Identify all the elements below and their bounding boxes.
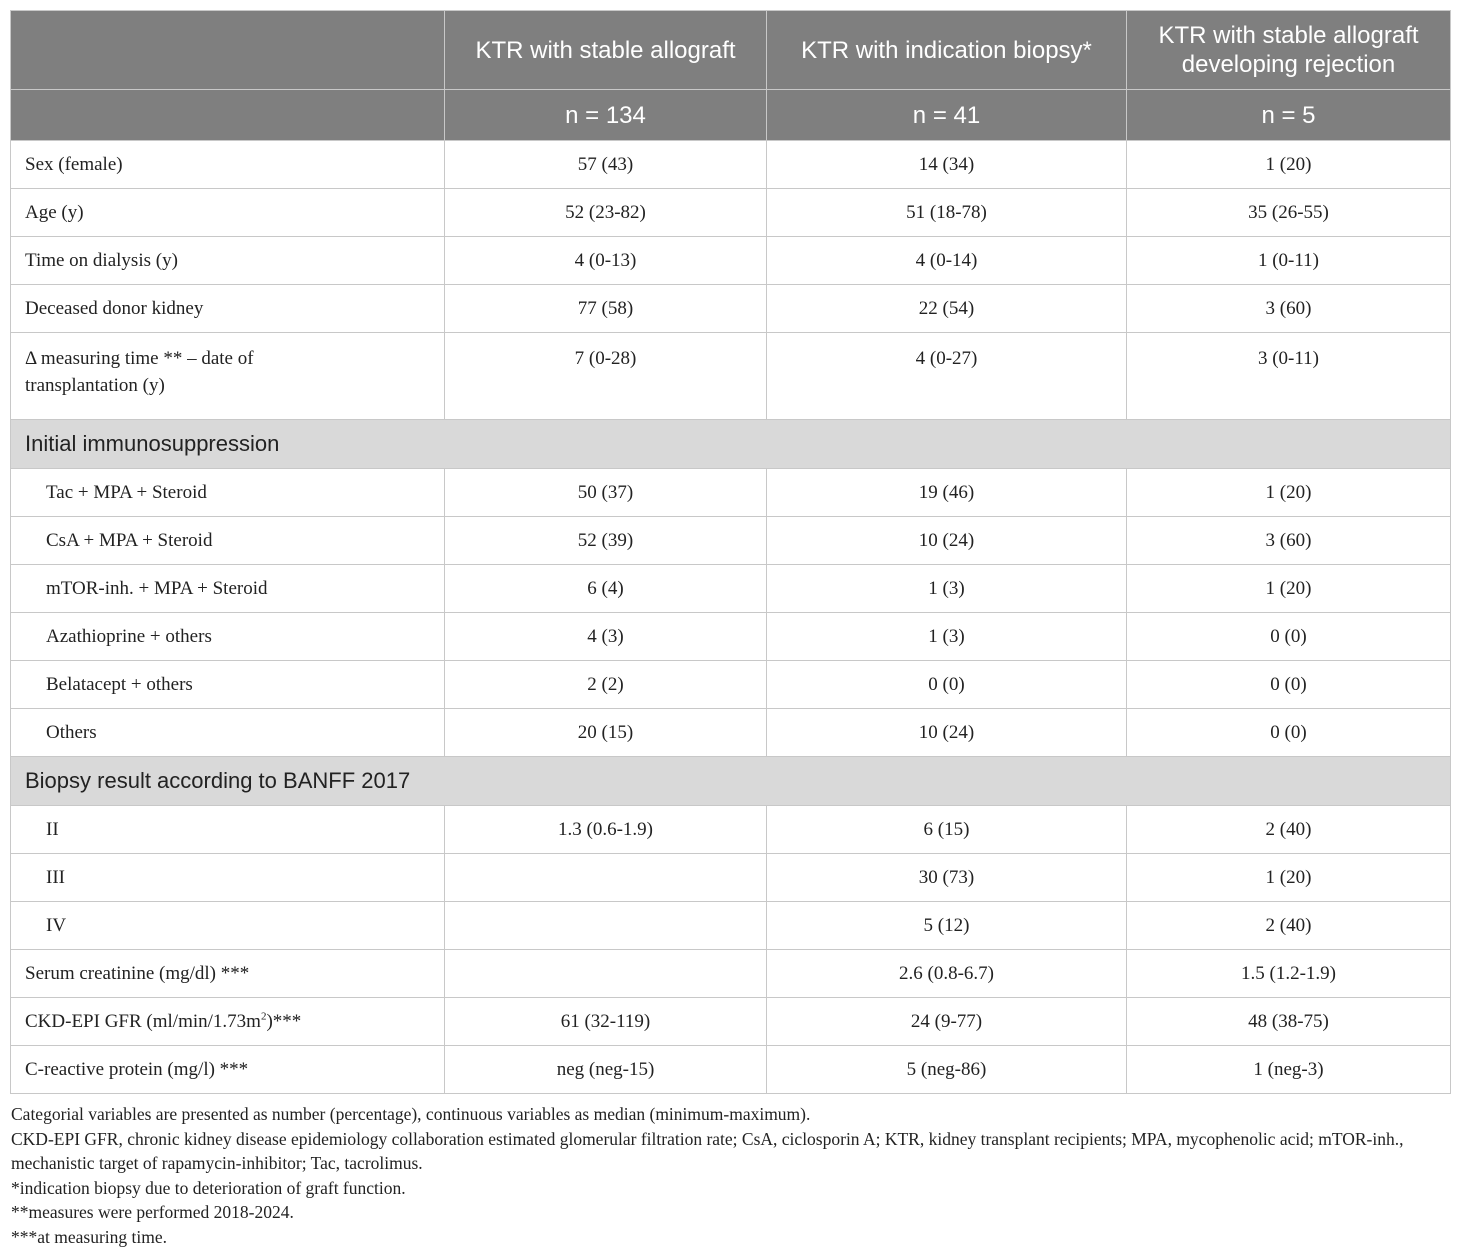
table-row [11,950,1451,998]
cell-value: 1 (20) [1127,469,1451,517]
row-label [11,998,445,1046]
table-row [11,189,1451,237]
row-label: Age (y) [11,189,445,237]
cell-value: 61 (32-119) [445,998,767,1046]
cell-value: neg (neg-15) [445,1046,767,1094]
cell-value: 52 (23-82) [445,189,767,237]
row-label: C-reactive protein (mg/l) *** [11,1046,445,1094]
table-row [11,806,1451,854]
row-label: Others [11,709,445,757]
cell-value: 2 (40) [1127,806,1451,854]
cell-value: 24 (9-77) [767,998,1127,1046]
footnote: ***at measuring time. [10,1225,1450,1249]
cell-value: 0 (0) [1127,661,1451,709]
cell-value: 1 (20) [1127,854,1451,902]
table-row [11,285,1451,333]
cell-value: 1 (3) [767,565,1127,613]
n-empty-cell [11,90,445,141]
patient-characteristics-table [10,10,1451,1094]
cell-value [445,854,767,902]
cell-value: 3 (0-11) [1127,333,1451,420]
footnote: CKD-EPI GFR, chronic kidney disease epidemiology collaboration estimated glomerular filtration rate; CsA, ciclosporin A; KTR, kidney transplant recipients; MPA, mycophenolic acid; mTOR-inh., mechanistic target of rapamycin-inhibitor; Tac, tacrolimus. [10,1127,1450,1176]
table-row [11,141,1451,189]
n-stable-allograft: n = 134 [445,90,767,141]
table-row [11,333,1451,420]
cell-value: 57 (43) [445,141,767,189]
header-indication-biopsy: KTR with indication biopsy* [767,11,1127,90]
row-label: Time on dialysis (y) [11,237,445,285]
cell-value: 10 (24) [767,709,1127,757]
section-row [11,757,1451,806]
cell-value: 2 (2) [445,661,767,709]
row-label: Sex (female) [11,141,445,189]
section-biopsy-result: Biopsy result according to BANFF 2017 [11,757,1451,806]
gfr-label-suffix: )*** [266,1011,301,1032]
cell-value: 1 (20) [1127,141,1451,189]
cell-value: 7 (0-28) [445,333,767,420]
gfr-label-superscript: 2 [261,1010,267,1022]
n-indication-biopsy: n = 41 [767,90,1127,141]
cell-value: 6 (4) [445,565,767,613]
row-label: III [11,854,445,902]
section-initial-immunosuppression: Initial immunosuppression [11,420,1451,469]
footnote: **measures were performed 2018-2024. [10,1200,1450,1225]
cell-value: 4 (0-13) [445,237,767,285]
row-label: Deceased donor kidney [11,285,445,333]
cell-value: 0 (0) [1127,709,1451,757]
cell-value: 4 (0-27) [767,333,1127,420]
cell-value: 1.5 (1.2-1.9) [1127,950,1451,998]
cell-value: 77 (58) [445,285,767,333]
gfr-label-text: CKD-EPI GFR (ml/min/1.73m [25,1011,261,1032]
cell-value [445,950,767,998]
footnote: *indication biopsy due to deterioration of graft function. [10,1176,1450,1201]
cell-value: 19 (46) [767,469,1127,517]
cell-value: 4 (0-14) [767,237,1127,285]
cell-value: 1.3 (0.6-1.9) [445,806,767,854]
cell-value: 50 (37) [445,469,767,517]
table-row [11,902,1451,950]
table-footnotes [10,1102,1450,1249]
table-row [11,237,1451,285]
section-row [11,420,1451,469]
cell-value [445,902,767,950]
cell-value: 35 (26-55) [1127,189,1451,237]
cell-value: 30 (73) [767,854,1127,902]
row-label: Azathioprine + others [11,613,445,661]
cell-value: 3 (60) [1127,517,1451,565]
header-stable-allograft: KTR with stable allograft [445,11,767,90]
cell-value: 0 (0) [767,661,1127,709]
n-row [11,90,1451,141]
footnote: Categorial variables are presented as number (percentage), continuous variables as median (minimum-maximum). [10,1102,1450,1127]
header-developing-rejection: KTR with stable allograft developing rejection [1127,11,1451,90]
row-label: CsA + MPA + Steroid [11,517,445,565]
cell-value: 1 (20) [1127,565,1451,613]
cell-value: 51 (18-78) [767,189,1127,237]
table-row [11,517,1451,565]
cell-value: 5 (neg-86) [767,1046,1127,1094]
n-developing-rejection: n = 5 [1127,90,1451,141]
row-label: Tac + MPA + Steroid [11,469,445,517]
cell-value: 3 (60) [1127,285,1451,333]
table-row [11,613,1451,661]
cell-value: 20 (15) [445,709,767,757]
row-label: II [11,806,445,854]
cell-value: 2 (40) [1127,902,1451,950]
cell-value: 1 (3) [767,613,1127,661]
cell-value: 52 (39) [445,517,767,565]
cell-value: 0 (0) [1127,613,1451,661]
header-row [11,11,1451,90]
cell-value: 4 (3) [445,613,767,661]
row-label: Belatacept + others [11,661,445,709]
cell-value: 6 (15) [767,806,1127,854]
cell-value: 48 (38-75) [1127,998,1451,1046]
row-label: IV [11,902,445,950]
cell-value: 10 (24) [767,517,1127,565]
cell-value: 14 (34) [767,141,1127,189]
cell-value: 2.6 (0.8-6.7) [767,950,1127,998]
row-label: Serum creatinine (mg/dl) *** [11,950,445,998]
table-row [11,565,1451,613]
table-row [11,469,1451,517]
table-row [11,854,1451,902]
row-label: Δ measuring time ** – date of transplantation (y) [11,333,445,420]
header-empty-cell [11,11,445,90]
table-row [11,998,1451,1046]
row-label: mTOR-inh. + MPA + Steroid [11,565,445,613]
table-row [11,661,1451,709]
table-container [10,10,1450,1249]
cell-value: 1 (0-11) [1127,237,1451,285]
table-row [11,709,1451,757]
table-row [11,1046,1451,1094]
cell-value: 22 (54) [767,285,1127,333]
cell-value: 5 (12) [767,902,1127,950]
cell-value: 1 (neg-3) [1127,1046,1451,1094]
